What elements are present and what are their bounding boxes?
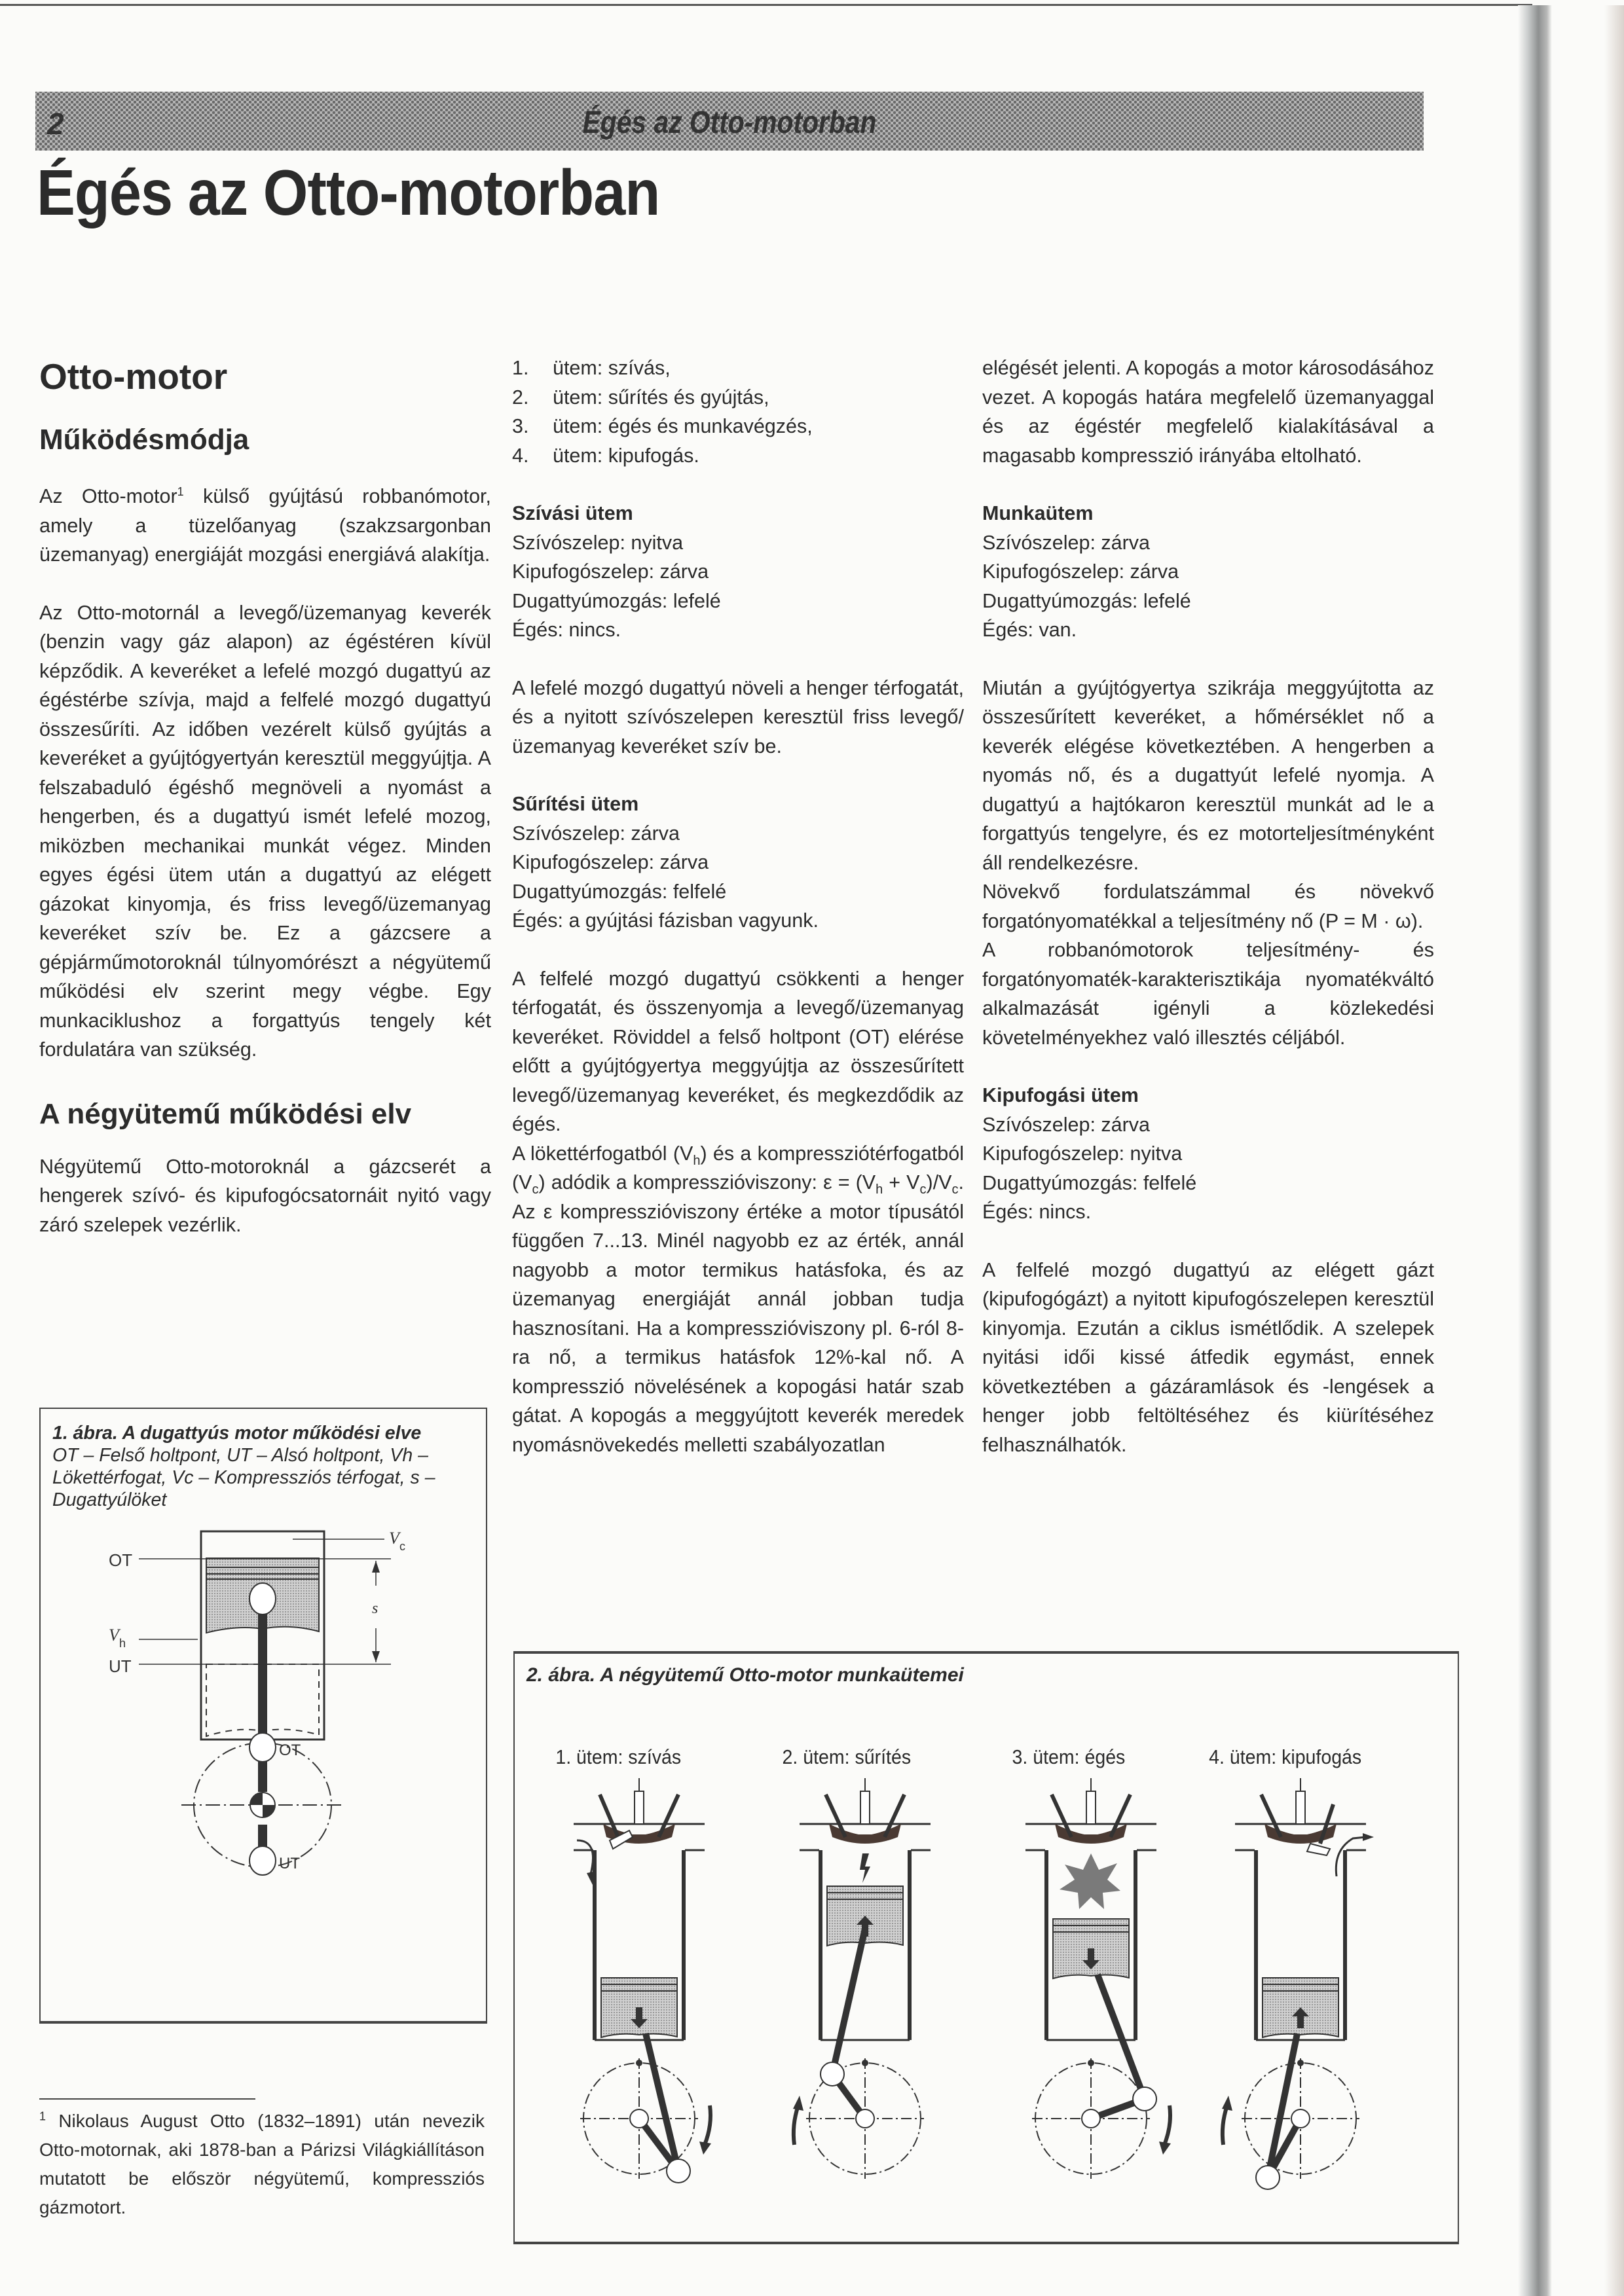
heading-power-stroke: Munkaütem xyxy=(982,502,1094,524)
running-header-title: Égés az Otto-motorban xyxy=(582,105,877,140)
compression-stroke-engine-icon xyxy=(793,1778,931,2179)
column-middle xyxy=(512,354,964,1459)
power-line: Égés: van. xyxy=(982,619,1077,641)
power-line: Dugattyúmozgás: lefelé xyxy=(982,589,1191,612)
exhaust-line: Szívószelep: zárva xyxy=(982,1113,1150,1136)
paragraph-intro: Az Otto-motor$^1$ külső gyújtású robbanómotor, amely a tüzelőanyag (szakzsargonban üzemanyag) energiáját mozgási energiává alakítja. xyxy=(39,484,491,566)
paragraph-knock: elégését jelenti. A kopogás a motor károsodásához vezet. A kopogás határa megfelelő üzemanyaggal és az égéstér megfelelő kialakításával a magasabb kompresszió irányába eltolható. xyxy=(982,357,1434,467)
label-ut: UT xyxy=(109,1656,132,1676)
list-item: 1. ütem: szívás, xyxy=(512,357,671,379)
svg-text:h: h xyxy=(119,1637,126,1650)
label-ot: OT xyxy=(109,1550,133,1570)
list-item: 3. ütem: égés és munkavégzés, xyxy=(512,415,813,437)
book-spine-shadow xyxy=(1518,5,1552,2296)
stroke-label-exhaust: 4. ütem: kipufogás xyxy=(1209,1745,1362,1768)
heading-compression-stroke: Sűrítési ütem xyxy=(512,793,639,815)
intake-line: Szívószelep: nyitva xyxy=(512,531,684,554)
figure-2 xyxy=(513,1651,1459,2244)
label-vh: V xyxy=(109,1626,119,1645)
scan-top-rule xyxy=(0,4,1532,6)
compression-line: Égés: a gyújtási fázisban vagyunk. xyxy=(512,909,819,932)
heading-otto-motor: Otto-motor xyxy=(39,356,228,397)
stroke-label-intake: 1. ütem: szívás xyxy=(555,1745,682,1768)
column-left xyxy=(39,354,491,1239)
stroke-list xyxy=(512,354,964,470)
figure-2-title: 2. ábra. A négyütemű Otto-motor munkaütemei xyxy=(526,1664,964,1686)
column-right xyxy=(982,354,1434,1459)
four-stroke-diagram xyxy=(515,1778,1458,2236)
paragraph-power: Miután a gyújtógyertya szikrája meggyújtotta az összesűrített keveréket, a hőmérséklet nő a keverék elégése következtében. A hengerben a nyomás nő, és a dugattyút lefelé nyomja. A dugattyú a hajtókaron keresztül munkát ad le a forgattyús tengelyre, és ez motorteljesítményként áll rendelkezésre. xyxy=(982,676,1434,874)
paragraph-mixture: Az Otto-motornál a levegő/üzemanyag keverék (benzin vagy gáz alapon) az égéstéren kívül képződik. A keveréket a lefelé mozgó dugattyú az égéstérbe szívja, majd a felfelé mozgó dugattyú összesűríti. Az időben vezérelt külső gyújtás a keveréket a gyújtógyertyán keresztül meggyújtja. A felszabaduló égéshő megnöveli a nyomást a hengerben, és a dugattyú ismét lefelé mozog, miközben mechanikai munkát végez. Minden egyes égési ütem után a dugattyú az elégett gázokat kinyomja, és friss levegő/üzemanyag keveréket szív be. Ez a gázcsere a gépjárműmotoroknál túlnyomórészt a négyütemű működési elv szerint megy végbe. Egy munkaciklushoz a forgattyús tengely két fordulatára van szükség. xyxy=(39,601,491,1061)
paragraph-compression-ratio: A lökettérfogatból $(V_h)$ és a kompressziótérfogatból $(V_c)$ adódik a kompresszióviszony: $\varepsilon = (V_h + V_c)/V_c$. Az ε kompresszióviszony értéke a motor típusától függően 7...13. Minél nagyobb ez az érték, annál nagyobb a motor termikus hatásfoka, és az üzemanyag energiáját annál jobban tudja hasznosítani. Ha a kompresszióviszony pl. 6-ról 8-ra nő, a termikus hatásfok 12%-kal nő. A kompresszió növelésének a kopogási határ szab gátat. A kopogás a meggyújtott keverék meredek nyomásnövekedés melletti szabályozatlan xyxy=(512,1142,965,1456)
intake-line: Égés: nincs. xyxy=(512,619,621,641)
next-page-edge xyxy=(1604,5,1624,2296)
compression-line: Kipufogószelep: zárva xyxy=(512,851,709,873)
exhaust-stroke-engine-icon xyxy=(1222,1778,1374,2189)
power-stroke-engine-icon xyxy=(1025,1778,1171,2179)
stroke-label-compression: 2. ütem: sűrítés xyxy=(782,1745,912,1768)
heading-four-stroke: A négyütemű működési elv xyxy=(39,1097,412,1130)
paragraph-intake: A lefelé mozgó dugattyú növeli a henger térfogatát, és a nyitott szívószelepen keresztül friss levegő/üzemanyag keveréket szív be. xyxy=(512,676,964,757)
svg-text:c: c xyxy=(399,1540,405,1553)
label-vc: V xyxy=(389,1529,399,1548)
compression-line: Dugattyúmozgás: felfelé xyxy=(512,880,727,903)
paragraph-exhaust: A felfelé mozgó dugattyú az elégett gázt (kipufogógázt) a nyitott kipufogószelepen keresztül kinyomja. Ezután a ciklus ismétlődik. A szelepek nyitási idői kissé átfedik egymást, ennek következtében a gázáramlások és -lengések a henger jobb feltöltéséhez és kiürítéséhez felhasználhatók. xyxy=(982,1258,1434,1456)
figure-1-title: 1. ábra. A dugattyús motor működési elve xyxy=(52,1423,422,1444)
intake-stroke-engine-icon xyxy=(574,1778,711,2183)
intake-line: Dugattyúmozgás: lefelé xyxy=(512,589,721,612)
exhaust-line: Kipufogószelep: nyitva xyxy=(982,1142,1183,1165)
paragraph-valves: Négyütemű Otto-motoroknál a gázcserét a hengerek szívó- és kipufogócsatornáit nyitó vagy záró szelepek vezérlik. xyxy=(39,1155,491,1236)
paragraph-torque: A robbanómotorok teljesítmény- és forgatónyomaték-karakterisztikája nyomatékváltó alkalmazását igényli a közlekedési követelményekhez való illesztés céljából. xyxy=(982,939,1434,1049)
page-number: 2 xyxy=(47,107,64,141)
footnote-ref[interactable]: 1 xyxy=(177,484,184,498)
figure-1-legend: OT – Felső holtpont, UT – Alsó holtpont, Vh – Lökettérfogat, Vc – Kompressziós térfogat, s – Dugattyúlöket xyxy=(52,1445,435,1510)
list-item: 2. ütem: sűrítés és gyújtás, xyxy=(512,386,769,409)
label-ot-crank: OT xyxy=(279,1741,301,1759)
footnote-divider xyxy=(39,2098,255,2100)
exhaust-line: Dugattyúmozgás: felfelé xyxy=(982,1171,1197,1194)
stroke-label-power: 3. ütem: égés xyxy=(1012,1745,1126,1768)
intake-line: Kipufogószelep: zárva xyxy=(512,560,709,583)
label-ut-crank: UT xyxy=(279,1855,300,1872)
footnote: $^1$ Nikolaus August Otto (1832–1891) után nevezik Otto-motornak, aki 1878-ban a Párizsi Világkiállításon mutatott be először négyütemű, kompressziós gázmotort. xyxy=(39,2109,485,2217)
piston-principle-diagram xyxy=(41,1527,486,2018)
paragraph-power-formula: Növekvő fordulatszámmal és növekvő forgatónyomatékkal a teljesítmény nő (P = M · ω). xyxy=(982,881,1434,932)
power-line: Szívószelep: zárva xyxy=(982,531,1150,554)
paragraph-compression: A felfelé mozgó dugattyú csökkenti a henger térfogatát, és összenyomja a levegő/üzemanyag keveréket. Röviddel a felső holtpont (OT) elérése előtt a gyújtógyertya meggyújtja az összesűrített levegő/üzemanyag keveréket, és megkezdődik az égés. xyxy=(512,967,964,1135)
list-item: 4. ütem: kipufogás. xyxy=(512,444,699,467)
figure-1 xyxy=(39,1408,487,2024)
label-stroke: s xyxy=(372,1600,378,1617)
figure-1-caption xyxy=(52,1422,478,1511)
heading-intake-stroke: Szívási ütem xyxy=(512,502,633,524)
heading-mukodesmodja: Működésmódja xyxy=(39,424,249,456)
heading-exhaust-stroke: Kipufogási ütem xyxy=(982,1084,1139,1106)
power-line: Kipufogószelep: zárva xyxy=(982,560,1179,583)
running-header xyxy=(35,92,1424,151)
exhaust-line: Égés: nincs. xyxy=(982,1201,1092,1223)
compression-line: Szívószelep: zárva xyxy=(512,822,680,845)
page-title: Égés az Otto-motorban xyxy=(37,156,660,228)
